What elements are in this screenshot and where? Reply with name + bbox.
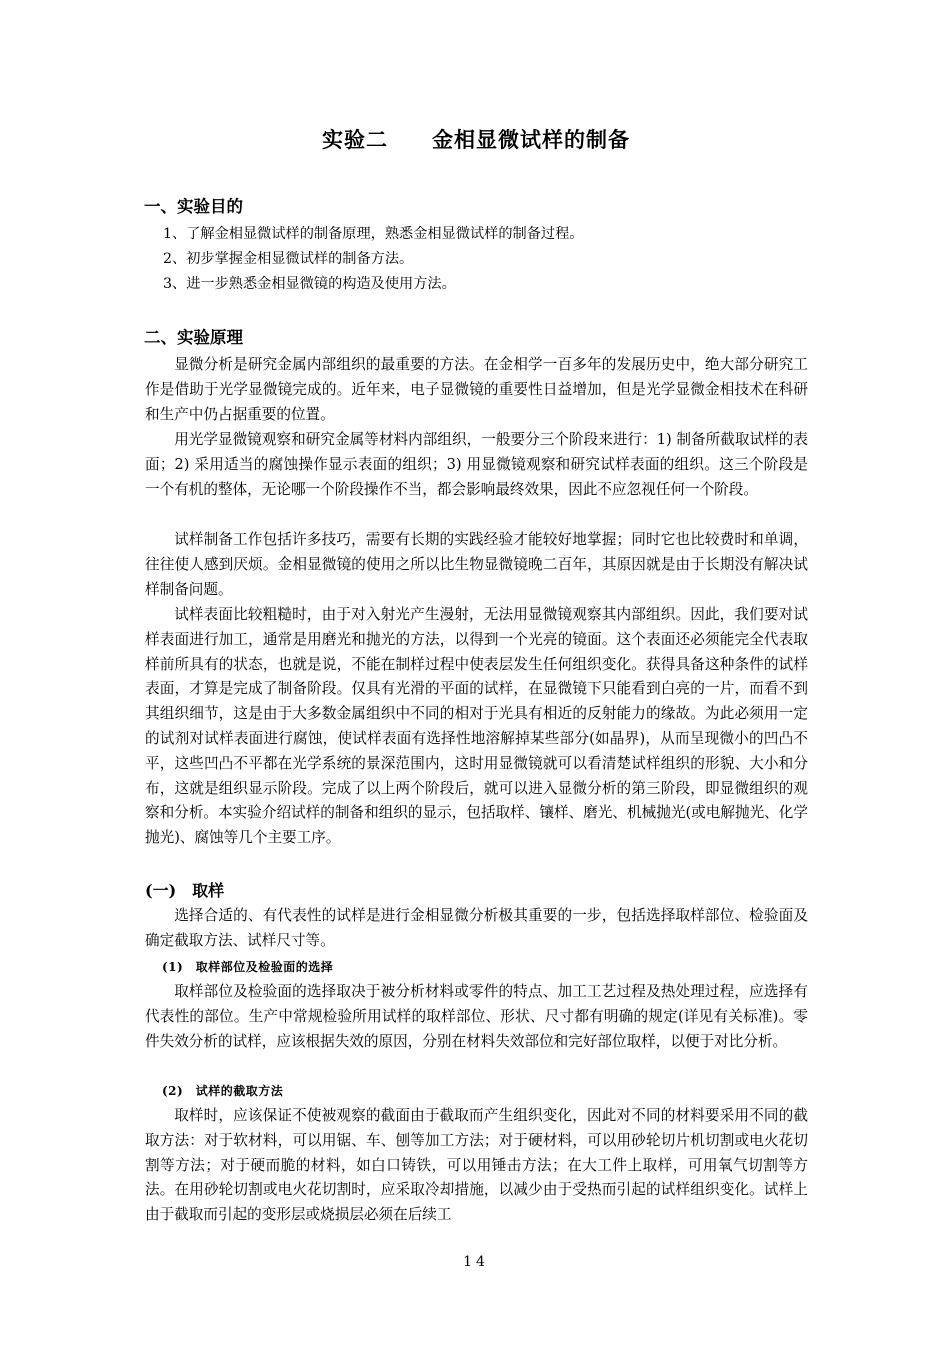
list-item: 3、进一步熟悉金相显微镜的构造及使用方法。 (163, 276, 456, 292)
paragraph: 显微分析是研究金属内部组织的最重要的方法。在金相学一百多年的发展历史中，绝大部分研究工作是借助于光学显微镜完成的。近年来，电子显微镜的重要性日益增加，但是光学显微金相技术在科研和生产中仍占据重要的位置。 (145, 356, 808, 423)
list-item: 1、了解金相显微试样的制备原理，熟悉金相显微试样的制备过程。 (163, 226, 584, 242)
paragraph: 试样表面比较粗糙时，由于对入射光产生漫射，无法用显微镜观察其内部组织。因此，我们要对试样表面进行加工，通常是用磨光和抛光的方法，以得到一个光亮的镜面。这个表面还必须能完全代表取样前所具有的状态，也就是说，不能在制样过程中使表层发生任何组织变化。获得具备这种条件的试样表面，才算是完成了制备阶段。仅具有光滑的平面的试样，在显微镜下只能看到白亮的一片，而看不到其组织细节，这是由于大多数金属组织中不同的相对于光具有相近的反射能力的缘故。为此必须用一定的试剂对试样表面进行腐蚀，使试样表面有选择性地溶解掉某些部分(如晶界)，从而呈现微小的凹凸不平，这些凹凸不平都在光学系统的景深范围内，这时用显微镜就可以看清楚试样组织的形貌、大小和分布，这就是组织显示阶段。完成了以上两个阶段后，就可以进入显微分析的第三阶段，即显微组织的观察和分析。本实验介绍试样的制备和组织的显示，包括取样、镶样、磨光、机械抛光(或电解抛光、化学抛光)、腐蚀等几个主要工序。 (145, 606, 808, 847)
page-title: 实验二 金相显微试样的制备 (322, 128, 630, 152)
section-heading-purpose: 一、实验目的 (144, 197, 243, 216)
paragraph: 用光学显微镜观察和研究金属等材料内部组织，一般要分三个阶段来进行：1) 制备所截取试样的表面；2) 采用适当的腐蚀操作显示表面的组织；3) 用显微镜观察和研究试样表面的组织。这三个阶段是一个有机的整体，无论哪一个阶段操作不当，都会影响最终效果，因此不应忽视任何一个阶段。 (145, 431, 808, 498)
list-item: 2、初步掌握金相显微试样的制备方法。 (163, 251, 414, 267)
page-number: 14 (463, 1254, 489, 1270)
paragraph: 选择合适的、有代表性的试样是进行金相显微分析极其重要的一步，包括选择取样部位、检验面及确定截取方法、试样尺寸等。 (145, 907, 808, 949)
paragraph: 取样时，应该保证不使被观察的截面由于截取而产生组织变化，因此对不同的材料要采用不同的截取方法：对于软材料，可以用锯、车、刨等加工方法；对于硬材料，可以用砂轮切片机切割或电火花切割等方法；对于硬而脆的材料，如白口铸铁，可以用锤击方法；在大工件上取样，可用氧气切割等方法。在用砂轮切割或电火花切割时，应采取冷却措施，以减少由于受热而引起的试样组织变化。试样上由于截取而引起的变形层或烧损层必须在后续工 (145, 1107, 808, 1224)
paragraph: 试样制备工作包括许多技巧，需要有长期的实践经验才能较好地掌握；同时它也比较费时和单调，往往使人感到厌烦。金相显微镜的使用之所以比生物显微镜晚二百年，其原因就是由于长期没有解决试样制备问题。 (145, 531, 808, 598)
section-heading-principle: 二、实验原理 (144, 328, 243, 347)
purpose-list (163, 222, 823, 297)
subsection-heading-sampling: (一) 取样 (145, 881, 225, 900)
paragraph: 取样部位及检验面的选择取决于被分析材料或零件的特点、加工工艺过程及热处理过程，应选择有代表性的部位。生产中常规检验所用试样的取样部位、形状、尺寸都有明确的规定(详见有关标准)。零件失效分析的试样，应该根据失效的原因，分别在材料失效部位和完好部位取样，以便于对比分析。 (145, 983, 808, 1050)
sub-subsection-heading: (1) 取样部位及检验面的选择 (162, 960, 334, 974)
sub-subsection-heading: (2) 试样的截取方法 (162, 1084, 284, 1098)
